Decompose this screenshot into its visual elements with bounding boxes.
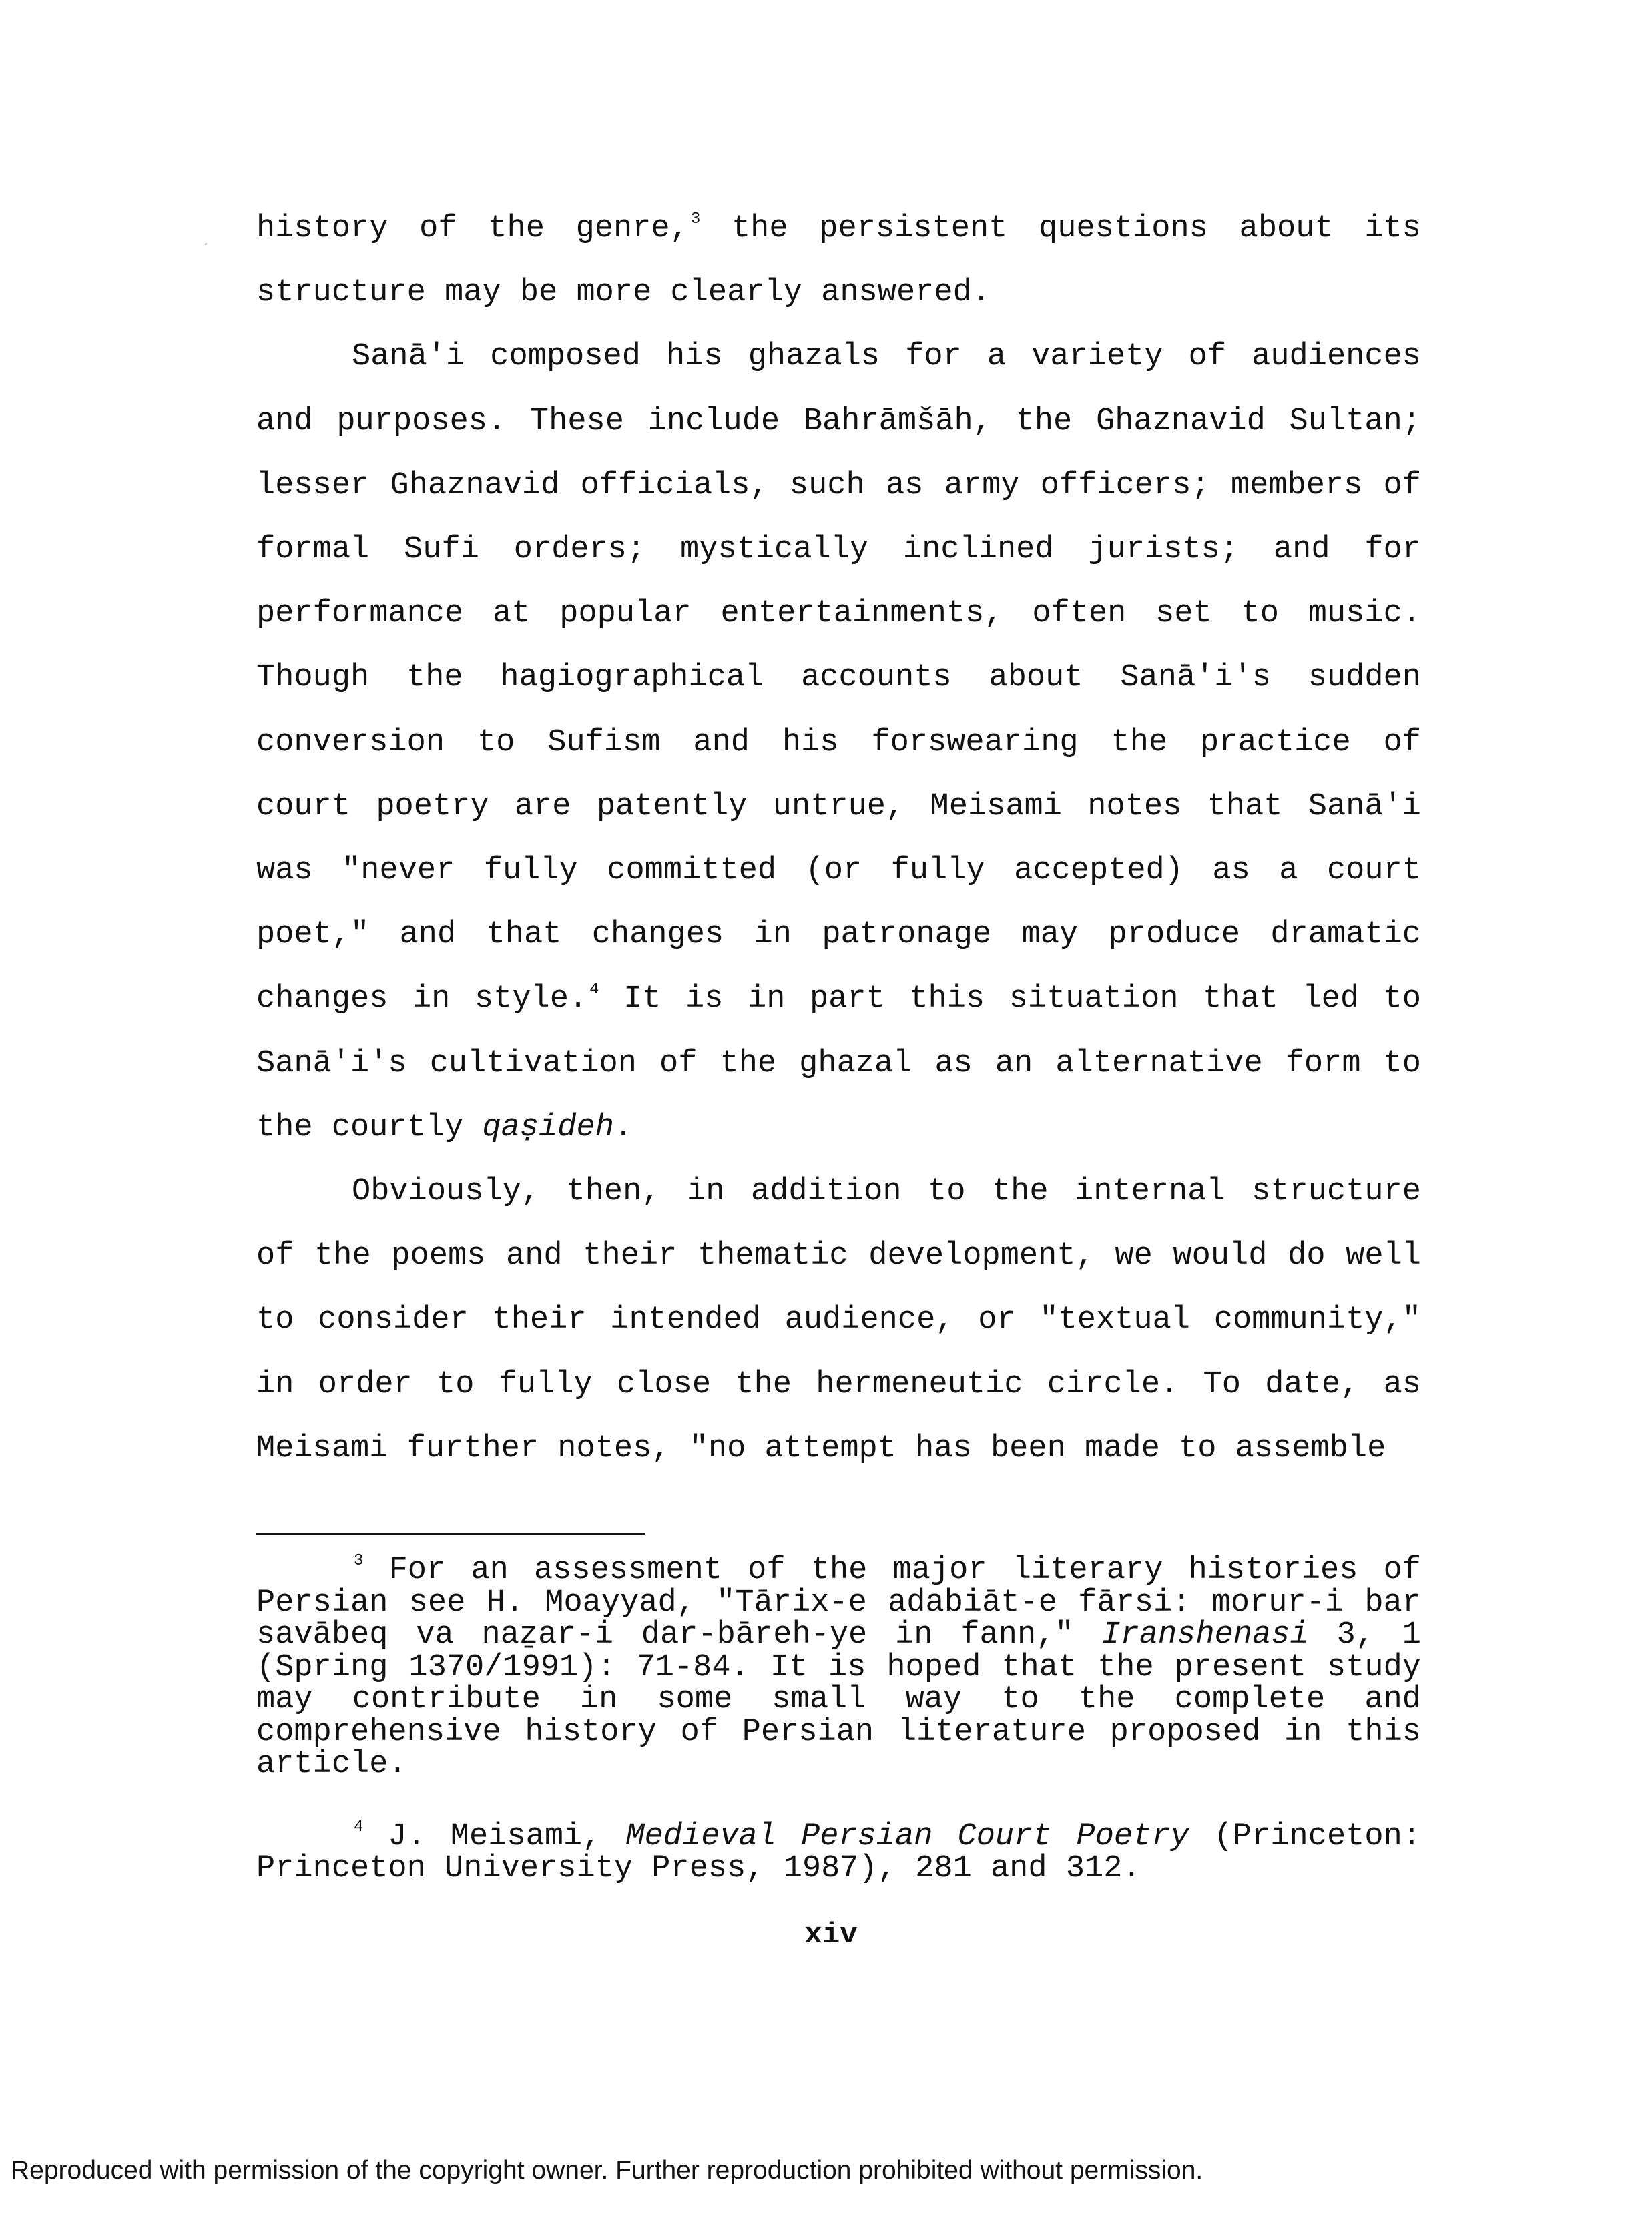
footnote-4-text: J. Meisami, — [363, 1818, 626, 1854]
paragraph-2-text: Sanā'i composed his ghazals for a variety of audiences and purposes. These include Bahrāmšāh, the Ghaznavid Sultan; lesser Ghaznavid officials, such as army officers; members of formal Sufi orders; mystically inclined jurists; and for performance at popular entertainments, often set to music. Though the hagiographical accounts about Sanā'i's sudden conversion to Sufism and his forswearing the practice of court poetry are patently untrue, Meisami notes that Sanā'i was "never fully committed (or fully accepted) as a court poet," and that changes in patronage may produce dramatic changes in style. — [256, 339, 1421, 1017]
paragraph-1 — [256, 197, 1421, 325]
paragraph-3 — [256, 1160, 1421, 1481]
paragraph-2-end: . — [613, 1109, 633, 1145]
paragraph-1-text-continued: the persistent questions about its structure may be more clearly answered. — [256, 211, 1421, 311]
journal-title: Iranshenasi — [1101, 1617, 1309, 1653]
footnote-3 — [256, 1552, 1422, 1782]
footnote-3-text: For an assessment of the major literary histories of Persian see H. Moayyad, "Tārix-e adabiāt-e fārsi: morur-i bar savābeq va naẕar-i dar-bāreh-ye in fann," — [256, 1553, 1421, 1653]
footnote-4 — [256, 1818, 1421, 1886]
paragraph-2-text-continued: It is in part this situation that led to Sanā'i's cultivation of the ghazal as an alternative form to the courtly — [256, 981, 1421, 1145]
copyright-notice: Reproduced with permission of the copyright owner. Further reproduction prohibited without permission. — [11, 2156, 1203, 2185]
footnote-3-text-continued: 3, 1 (Spring 1370/1991): 71-84. It is hoped that the present study may contribute in some small way to the complete and comprehensive history of Persian literature proposed in this article. — [256, 1617, 1422, 1782]
paragraph-2 — [256, 325, 1421, 1160]
main-text — [256, 197, 1421, 1481]
page-number: xiv — [804, 1918, 858, 1952]
paragraph-1-text: history of the genre, — [256, 211, 689, 246]
footnote-ref-4[interactable]: 4 — [589, 981, 599, 999]
footnote-3-marker: 3 — [354, 1552, 364, 1570]
footnote-separator — [256, 1533, 645, 1535]
book-title: Medieval Persian Court Poetry — [625, 1818, 1189, 1854]
footnote-spacer — [256, 1781, 1421, 1821]
footnotes — [256, 1552, 1422, 1886]
footnote-4-marker: 4 — [354, 1818, 364, 1836]
footnote-ref-3[interactable]: 3 — [690, 210, 701, 228]
footnote-4-text-continued: (Princeton: Princeton University Press, 1987), 281 and 312. — [256, 1818, 1421, 1886]
qasideh-term: qaṣideh — [482, 1109, 614, 1145]
scan-speck — [205, 243, 207, 245]
paragraph-3-text: Obviously, then, in addition to the internal structure of the poems and their thematic development, we would do well to consider their intended audience, or "textual community," in order to fully close the hermeneutic circle. To date, as Meisami further notes, "no attempt has been made to assemble — [256, 1174, 1421, 1466]
